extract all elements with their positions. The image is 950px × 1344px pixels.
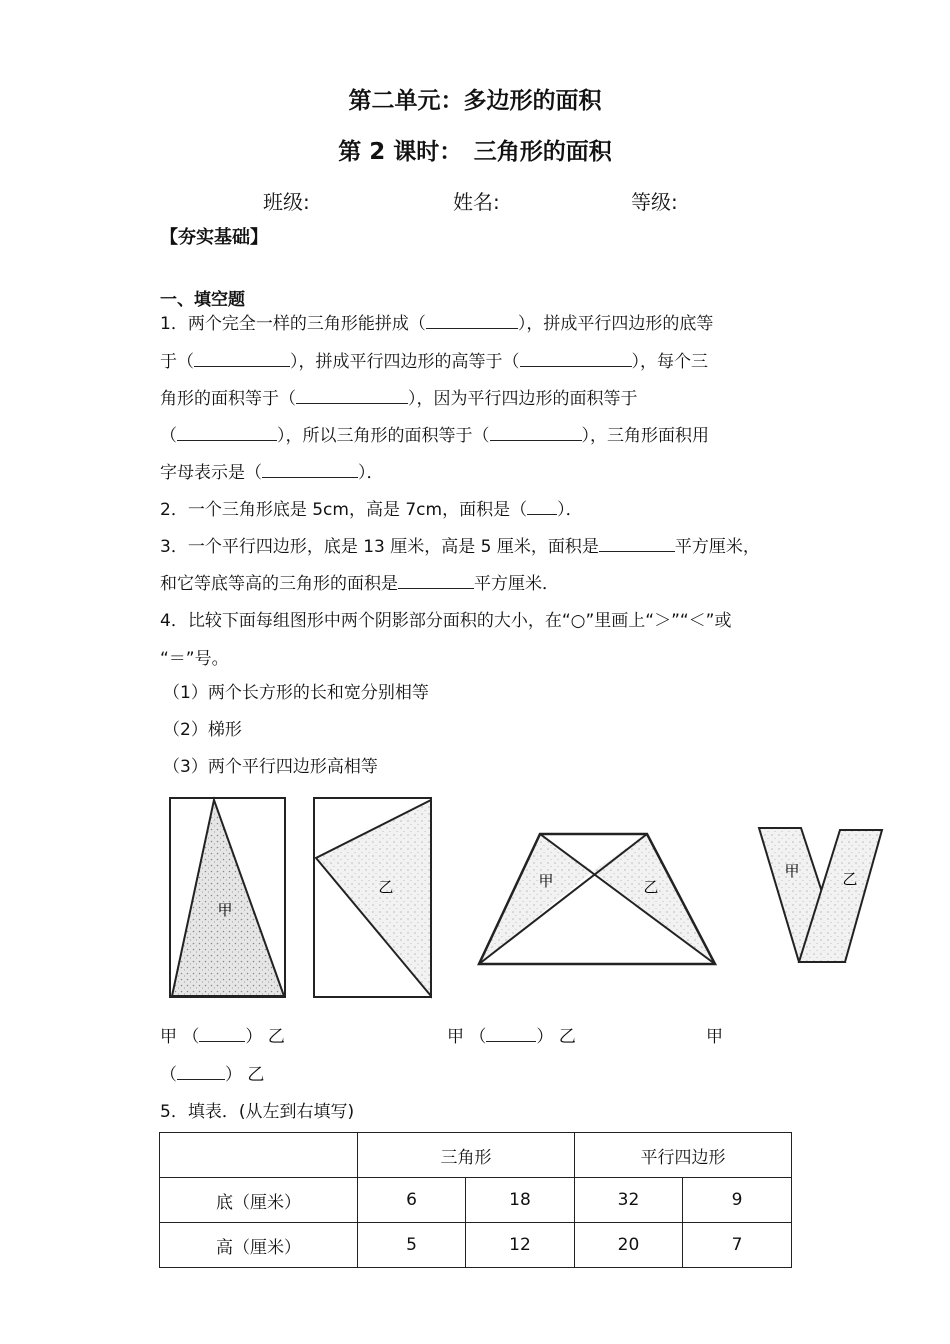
q3-text: 和它等底等高的三角形的面积是	[160, 574, 398, 594]
label-yi: 乙	[558, 1027, 576, 1047]
table-cell: 5	[358, 1223, 466, 1268]
table-cell: 6	[358, 1178, 466, 1223]
class-label: 班级:	[263, 190, 310, 214]
compare-3-left: 甲	[706, 1027, 723, 1047]
q1-text: 于（	[160, 352, 194, 372]
q4-line-1: 4．比较下面每组图形中两个阴影部分面积的大小，在“○”里画上“＞”“＜”或	[160, 611, 732, 631]
q1-text: 角形的面积等于（	[160, 389, 296, 409]
q3-text: 3．一个平行四边形，底是 13 厘米，高是 5 厘米，面积是	[160, 537, 599, 557]
paren: （	[182, 1027, 200, 1047]
paren: ）	[225, 1065, 242, 1085]
q4-sub-1: （1）两个长方形的长和宽分别相等	[163, 683, 429, 703]
unit-title: 第二单元：多边形的面积	[348, 88, 602, 114]
table-header-cell: 三角形	[358, 1133, 575, 1178]
label-jia: 甲	[447, 1027, 464, 1047]
label-yi: 乙	[247, 1065, 265, 1085]
lesson-title: 第 2 课时： 三角形的面积	[338, 139, 612, 165]
q4-line-2: “＝”号。	[160, 649, 229, 669]
compare-3	[160, 1060, 264, 1085]
figure-rectangle-jia	[170, 798, 285, 997]
figure-trapezoid	[479, 834, 715, 964]
figure-parallelograms	[759, 828, 882, 962]
paren: （	[469, 1027, 487, 1047]
fill-table	[159, 1132, 792, 1268]
q1-text: ），拼成平行四边形的高等于（	[290, 352, 520, 372]
name-label: 姓名:	[453, 190, 500, 214]
answer-blank[interactable]	[177, 1061, 225, 1080]
q1-text: 1．两个完全一样的三角形能拼成（	[160, 314, 426, 334]
q3-text: 平方厘米．	[474, 574, 559, 594]
table-cell: 9	[683, 1178, 792, 1223]
paren: ）	[536, 1027, 554, 1047]
label-jia: 甲	[217, 901, 233, 919]
q1-text: ），拼成平行四边形的底等	[517, 314, 714, 334]
part-heading: 一、填空题	[160, 290, 245, 310]
figure-rectangle-yi	[314, 798, 431, 997]
label-yi: 乙	[842, 870, 858, 888]
table-row	[160, 1178, 792, 1223]
answer-blank[interactable]	[486, 1023, 536, 1042]
q1-text: （	[160, 426, 177, 446]
q3-text: 平方厘米，	[674, 537, 760, 557]
q4-sub-2: （2）梯形	[163, 720, 242, 740]
label-jia: 甲	[538, 872, 554, 890]
q1-text: ）．	[358, 463, 384, 483]
q5-title: 5．填表．(从左到右填写)	[160, 1102, 355, 1122]
section-heading: 【夯实基础】	[160, 227, 268, 248]
compare-1	[160, 1022, 285, 1047]
table-header-cell: 平行四边形	[575, 1133, 792, 1178]
table-cell: 32	[575, 1178, 683, 1223]
table-header-row	[160, 1133, 792, 1178]
paren: （	[160, 1065, 177, 1085]
label-yi: 乙	[378, 878, 394, 896]
grade-label: 等级:	[631, 190, 678, 214]
table-cell: 7	[683, 1223, 792, 1268]
label-jia: 甲	[160, 1027, 177, 1047]
row-label: 高（厘米）	[160, 1223, 358, 1268]
q1-text: ），因为平行四边形的面积等于	[408, 389, 638, 409]
compare-2	[447, 1022, 576, 1047]
paren: ）	[245, 1027, 263, 1047]
label-yi: 乙	[643, 878, 659, 896]
answer-blank[interactable]	[199, 1023, 245, 1042]
label-jia: 甲	[784, 862, 800, 880]
q1-text: ），所以三角形的面积等于（	[277, 426, 490, 446]
q1-text: ），每个三	[631, 352, 708, 372]
q2-text: ）．	[557, 500, 583, 520]
table-row	[160, 1223, 792, 1268]
table-cell: 12	[466, 1223, 575, 1268]
q1-text: 字母表示是（	[160, 463, 262, 483]
q1-text: ），三角形面积用	[581, 426, 709, 446]
q4-sub-3: （3）两个平行四边形高相等	[163, 757, 378, 777]
row-label: 底（厘米）	[160, 1178, 358, 1223]
label-yi: 乙	[267, 1027, 285, 1047]
table-cell: 18	[466, 1178, 575, 1223]
q2-text: 2．一个三角形底是 5cm，高是 7cm，面积是（	[160, 500, 528, 520]
table-header-cell	[160, 1133, 358, 1178]
table-cell: 20	[575, 1223, 683, 1268]
